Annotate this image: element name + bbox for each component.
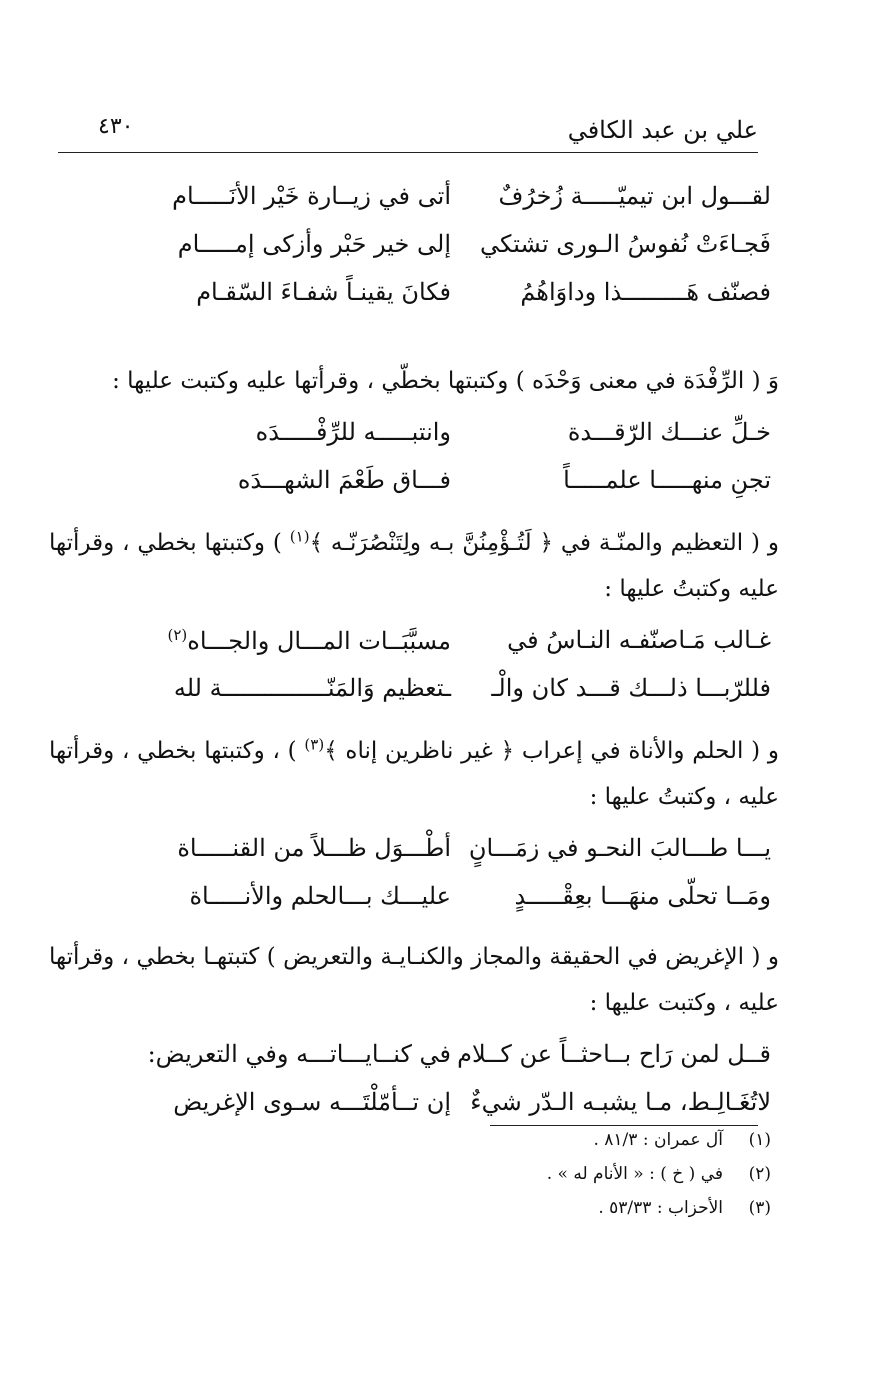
- footnote-marker: (١): [289, 527, 310, 546]
- verse-line: [151, 834, 771, 882]
- paragraph-text: و ( الحلم والأناة في إعراب ﴿ غير ناظرين إناه ﴾: [324, 738, 779, 764]
- prose-paragraph-4: و ( الإغريض في الحقيقة والمجاز والكنـايـة والتعريض ) كتبتهـا بخطي ، وقرأتها عليه ، وكتبت عليها :: [49, 944, 779, 1016]
- verse-line: [151, 1088, 771, 1136]
- verse-second-hemistich: إن تــأمّلْتَـــه سـوى الإغريض: [173, 1088, 451, 1116]
- hemistich-text: مسبَّبَــات المـــال والجـــاه: [187, 627, 451, 655]
- verse-first-hemistich: فصنّف هَـــــــــذا وداوَاهُمُ: [520, 278, 771, 306]
- verse-first-hemistich: تجنِ منهـــــا علمـــــاً: [563, 466, 771, 494]
- paragraph-text: و ( التعظيم والمنّـة في ﴿ لَتُـؤْمِنُنَّ بـه ولِتَنْصُرَنّـه ﴾: [309, 530, 779, 556]
- prose-paragraph-1: وَ ( الرِّفْدَة في معنى وَحْدَه ) وكتبتها بخطّي ، وقرأتها عليه وكتبت عليها :: [112, 368, 779, 394]
- prose-paragraph-2: [49, 520, 779, 612]
- footnote-separator: [490, 1125, 758, 1126]
- verse-first-hemistich: لقـــول ابن تيميّـــــة زُخرُفٌ: [498, 182, 771, 210]
- verse-line: [151, 418, 771, 466]
- poem-block-3: [151, 626, 771, 722]
- paragraph-text: ) ، وكتبتها بخطي ، وقرأتها عليه ، وكتبتُ عليها :: [49, 738, 779, 810]
- verse-first-hemistich: خـلِّ عنـــك الرّقـــدة: [567, 418, 771, 446]
- verse-second-hemistich: [151, 626, 451, 655]
- verse-second-hemistich: فـــاق طَعْمَ الشهـــدَه: [237, 466, 451, 494]
- verse-first-hemistich: ومَــا تحلّى منهَـــا بعِقْـــــدٍ: [514, 882, 771, 910]
- verse-line: [151, 230, 771, 278]
- verse-line: [147, 1040, 771, 1088]
- verse-line: [151, 626, 771, 674]
- running-head: [58, 112, 758, 153]
- verse-second-hemistich: أتى في زيــارة خَيْر الأنَـــــام: [172, 182, 451, 210]
- verse-second-hemistich: أطْـــوَل ظـــلاً من القنـــــاة: [177, 834, 451, 862]
- verse-line: [151, 674, 771, 722]
- verse-first-hemistich: لاتُغَـالِـط، مـا يشبـه الـدّر شيءٌ: [470, 1088, 771, 1116]
- paragraph-text: ) وكتبتها بخطي ، وقرأتها عليه وكتبتُ عليها :: [49, 530, 779, 602]
- footnote-number: (٢): [748, 1164, 771, 1184]
- verse-line: [151, 278, 771, 326]
- footnote-text: الأحزاب : ٥٣/٣٣ .: [598, 1198, 723, 1218]
- verse-second-hemistich: ـتعظيم وَالمَنّـــــــــــــــة لله: [173, 674, 451, 702]
- verse-second-hemistich: في كنــايـــاتـــه وفي التعريض:: [147, 1040, 451, 1068]
- footnote-item: [271, 1198, 771, 1232]
- footnote-text: آل عمران : ٨١/٣ .: [593, 1130, 723, 1150]
- running-title: علي بن عبد الكافي: [567, 116, 758, 144]
- verse-second-hemistich: فكانَ يقينـاً شفـاءَ السّقـام: [196, 278, 451, 306]
- footnote-marker: (٣): [304, 735, 325, 754]
- verse-first-hemistich: قــل لمن رَاح بــاحثــاً عن كــلام: [457, 1040, 771, 1068]
- verse-line: [151, 466, 771, 514]
- verse-second-hemistich: عليـــك بـــالحلم والأنـــــاة: [189, 882, 451, 910]
- poem-block-1: [151, 182, 771, 326]
- verse-first-hemistich: فَجـاءَتْ نُفوسُ الـورى تشتكي: [480, 230, 771, 258]
- verse-line: [151, 182, 771, 230]
- poem-block-5: [147, 1040, 771, 1136]
- verse-second-hemistich: إلى خير حَبْر وأزكى إمـــــام: [177, 230, 451, 258]
- verse-first-hemistich: فللرّبـــا ذلـــك قـــد كان والْـ: [491, 674, 771, 702]
- verse-first-hemistich: غـالب مَـاصنّفـه النـاسُ في: [507, 626, 771, 654]
- poem-block-2: [151, 418, 771, 514]
- prose-paragraph-3: [49, 728, 779, 820]
- verse-line: [151, 882, 771, 930]
- poem-block-4: [151, 834, 771, 930]
- verse-second-hemistich: وانتبـــــه للرِّفْـــــدَه: [255, 418, 451, 446]
- verse-first-hemistich: يـــا طـــالبَ النحـو في زمَـــانٍ: [468, 834, 771, 862]
- footnote-item: [271, 1164, 771, 1198]
- footnote-number: (٣): [748, 1198, 771, 1218]
- footnotes: [271, 1130, 771, 1232]
- page-number: ٤٣٠: [98, 114, 134, 139]
- footnote-item: [271, 1130, 771, 1164]
- footnote-text: في ( خ ) : « الأنام له » .: [546, 1164, 723, 1184]
- footnote-marker: (٢): [167, 626, 188, 644]
- footnote-number: (١): [748, 1130, 771, 1150]
